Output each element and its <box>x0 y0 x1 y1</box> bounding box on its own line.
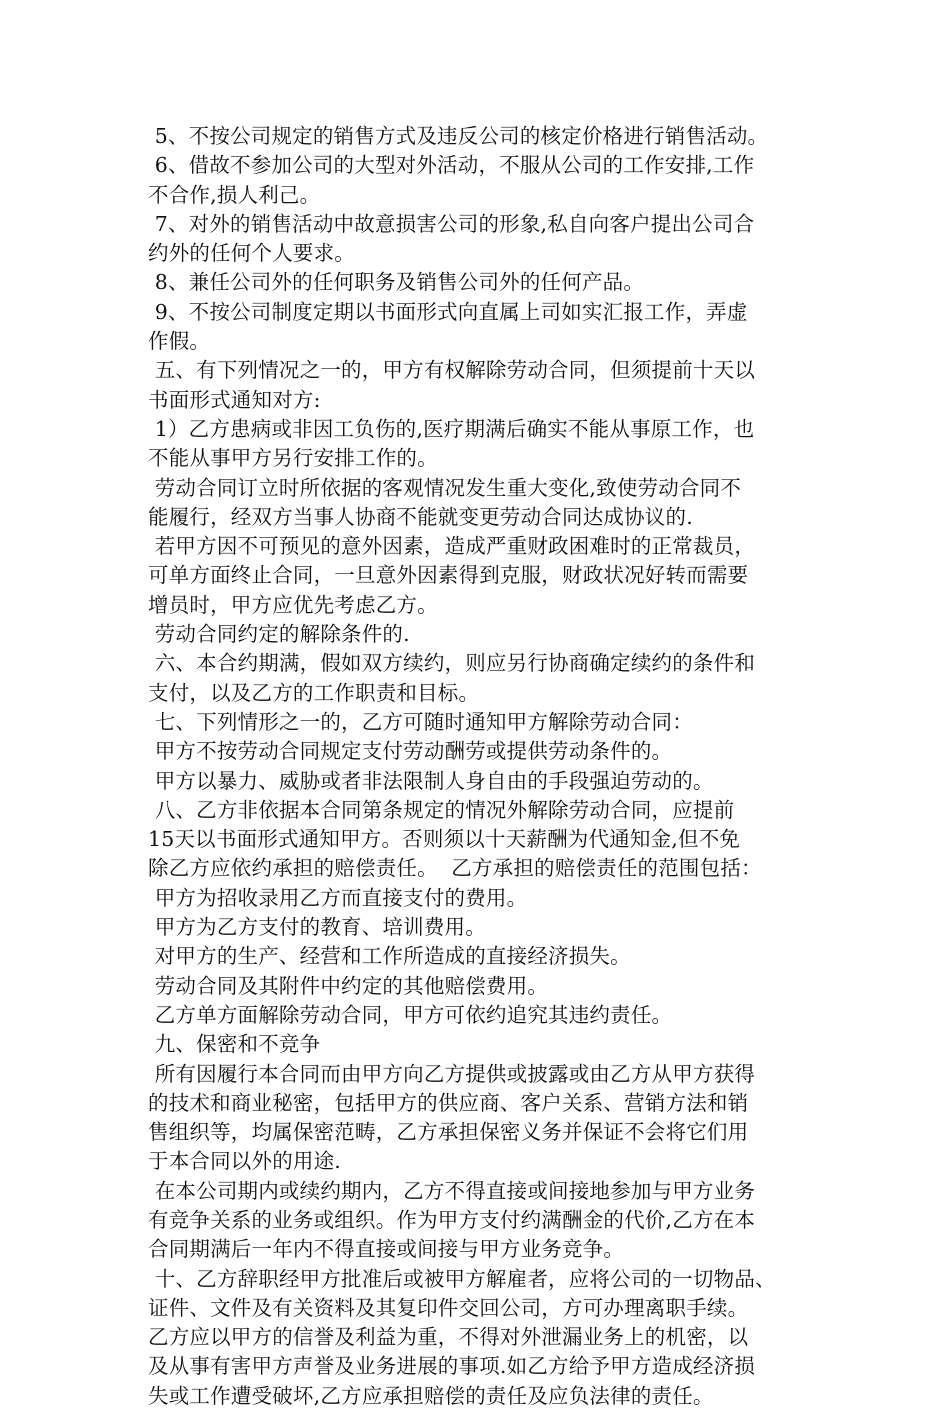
document-text-line: 书面形式通知对方: <box>148 387 321 412</box>
document-text-line: 劳动合同订立时所依据的客观情况发生重大变化,致使劳动合同不 <box>148 475 742 500</box>
document-text-line: 劳动合同约定的解除条件的. <box>148 622 410 647</box>
document-text-line: 十、乙方辞职经甲方批准后或被甲方解雇者，应将公司的一切物品、 <box>148 1266 776 1291</box>
document-text-line: 对甲方的生产、经营和工作所造成的直接经济损失。 <box>148 944 631 969</box>
document-text-line: 除乙方应依约承担的赔偿责任。 乙方承担的赔偿责任的范围包括： <box>148 856 762 881</box>
document-text-line: 所有因履行本合同而由甲方向乙方提供或披露或由乙方从甲方获得 <box>148 1061 756 1086</box>
document-text-line: 可单方面终止合同，一旦意外因素得到克服，财政状况好转而需要 <box>148 563 749 588</box>
document-text-line: 乙方单方面解除劳动合同，甲方可依约追究其违约责任。 <box>148 1002 673 1027</box>
document-text-line: 甲方以暴力、威胁或者非法限制人身自由的手段强迫劳动的。 <box>148 768 714 793</box>
document-text-line: 六、本合约期满，假如双方续约，则应另行协商确定续约的条件和 <box>148 651 756 676</box>
document-text-line: 7、对外的销售活动中故意损害公司的形象,私自向客户提出公司合 <box>148 211 755 236</box>
document-text-line: 乙方应以甲方的信誉及利益为重，不得对外泄漏业务上的机密，以 <box>148 1325 749 1350</box>
document-text-line: 作假。 <box>148 329 211 354</box>
document-text-line: 有竞争关系的业务或组织。作为甲方支付约满酬金的代价,乙方在本 <box>148 1207 756 1232</box>
document-text-line: 8、兼任公司外的任何职务及销售公司外的任何产品。 <box>148 270 645 295</box>
document-text-line: 八、乙方非依据本合同第条规定的情况外解除劳动合同，应提前 <box>148 797 735 822</box>
document-text-line: 增员时，甲方应优先考虑乙方。 <box>148 592 438 617</box>
document-text-line: 失或工作遭受破坏,乙方应承担赔偿的责任及应负法律的责任。 <box>148 1383 714 1408</box>
document-text-line: 甲方为乙方支付的教育、培训费用。 <box>148 915 486 940</box>
document-text-line: 9、不按公司制度定期以书面形式向直属上司如实汇报工作，弄虚 <box>148 299 748 324</box>
document-text-line: 在本公司期内或续约期内，乙方不得直接或间接地参加与甲方业务 <box>148 1178 756 1203</box>
document-text-line: 九、保密和不竞争 <box>148 1032 321 1057</box>
document-text-line: 的技术和商业秘密，包括甲方的供应商、客户关系、营销方法和销 <box>148 1090 749 1115</box>
document-text-line: 七、下列情形之一的，乙方可随时通知甲方解除劳动合同： <box>148 709 693 734</box>
document-text-line: 支付，以及乙方的工作职责和目标。 <box>148 680 480 705</box>
document-text-line: 能履行，经双方当事人协商不能就变更劳动合同达成协议的. <box>148 504 693 529</box>
document-text-line: 不合作,损人利己。 <box>148 182 321 207</box>
document-text-line: 5、不按公司规定的销售方式及违反公司的核定价格进行销售活动。 <box>148 124 769 148</box>
document-text-line: 及从事有害甲方声誉及业务进展的事项.如乙方给予甲方造成经济损 <box>148 1354 756 1379</box>
document-body <box>148 122 818 1411</box>
document-text-line: 证件、文件及有关资料及其复印件交回公司，方可办理离职手续。 <box>148 1295 749 1320</box>
document-text-line: 劳动合同及其附件中约定的其他赔偿费用。 <box>148 973 549 998</box>
document-text-line: 若甲方因不可预见的意外因素，造成严重财政困难时的正常裁员， <box>148 534 756 559</box>
document-text-line: 1）乙方患病或非因工负伤的,医疗期满后确实不能从事原工作，也 <box>148 416 755 441</box>
document-text-line: 6、借故不参加公司的大型对外活动，不服从公司的工作安排,工作 <box>148 153 755 178</box>
document-text-line: 合同期满后一年内不得直接或间接与甲方业务竞争。 <box>148 1237 625 1262</box>
document-text-line: 售组织等，均属保密范畴，乙方承担保密义务并保证不会将它们用 <box>148 1120 749 1145</box>
document-text-line: 甲方不按劳动合同规定支付劳动酬劳或提供劳动条件的。 <box>148 739 673 764</box>
document-text-line: 五、有下列情况之一的，甲方有权解除劳动合同，但须提前十天以 <box>148 358 756 383</box>
document-text-line: 约外的任何个人要求。 <box>148 241 355 266</box>
document-text-line: 15天以书面形式通知甲方。否则须以十天薪酬为代通知金,但不免 <box>148 827 741 852</box>
document-text-line: 甲方为招收录用乙方而直接支付的费用。 <box>148 885 528 910</box>
document-text-line: 不能从事甲方另行安排工作的。 <box>148 446 438 471</box>
document-text-line: 于本合同以外的用途. <box>148 1149 342 1174</box>
